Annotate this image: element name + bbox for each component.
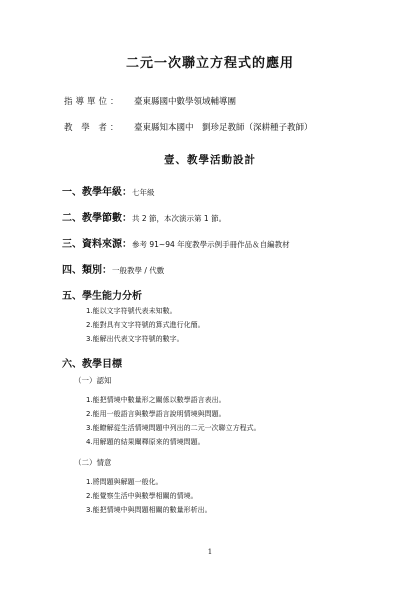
list-item: 1.能把情境中數量形之關係以數學語言表出。 (86, 396, 226, 404)
meta-teacher (64, 121, 313, 133)
list-item: 2.能用一般語言與數學語言說明情境與問題。 (86, 410, 226, 418)
source-label: 三、資料來源： (62, 239, 132, 250)
list-item: 3.能解出代表文字符號的數字。 (86, 335, 184, 343)
grade-heading (62, 183, 155, 198)
cognitive-heading: （一）認知 (74, 376, 112, 385)
list-item: 4.用解題的結果闡釋原來的情境問題。 (86, 438, 205, 446)
source-value: 參考 91~94 年度教學示例手冊作品＆自編教材 (132, 240, 290, 249)
ability-heading: 五、學生能力分析 (62, 291, 142, 302)
section-title: 壹、教學活動設計 (164, 154, 256, 166)
list-item: 2.能對具有文字符號的算式進行化簡。 (86, 321, 205, 329)
periods-label: 二、教學節數： (62, 213, 132, 224)
meta-value: 臺東縣國中數學領域輔導團 (134, 97, 237, 107)
category-label: 四、類別： (62, 265, 112, 276)
list-item: 1.將問題與解題一般化。 (86, 478, 163, 486)
source-heading (62, 235, 290, 250)
periods-value: 共 2 節，本次演示第 1 節。 (132, 214, 227, 223)
meta-key: 教 學 者： (64, 123, 122, 133)
page-number: 1 (207, 548, 213, 556)
periods-heading (62, 209, 226, 224)
category-value: 一般教學 / 代數 (112, 266, 165, 275)
affective-heading: （二）情意 (74, 458, 112, 467)
category-heading (62, 261, 164, 276)
meta-guidance-unit (64, 95, 236, 107)
list-item: 1.能以文字符號代表未知數。 (86, 307, 177, 315)
meta-key: 指導單位： (64, 97, 122, 107)
grade-value: 七年級 (132, 188, 155, 197)
goals-heading: 六、教學目標 (62, 359, 122, 370)
meta-value: 臺東縣知本國中 劉珍足教師（深耕種子教師） (134, 123, 313, 133)
document-title: 二元一次聯立方程式的應用 (125, 56, 294, 71)
list-item: 3.能瞭解從生活情境問題中列出的二元一次聯立方程式。 (86, 424, 261, 432)
list-item: 2.能覺察生活中與數學相關的情境。 (86, 492, 198, 500)
grade-label: 一、教學年級： (62, 187, 132, 198)
list-item: 3.能把情境中與問題相關的數量形析出。 (86, 506, 212, 514)
